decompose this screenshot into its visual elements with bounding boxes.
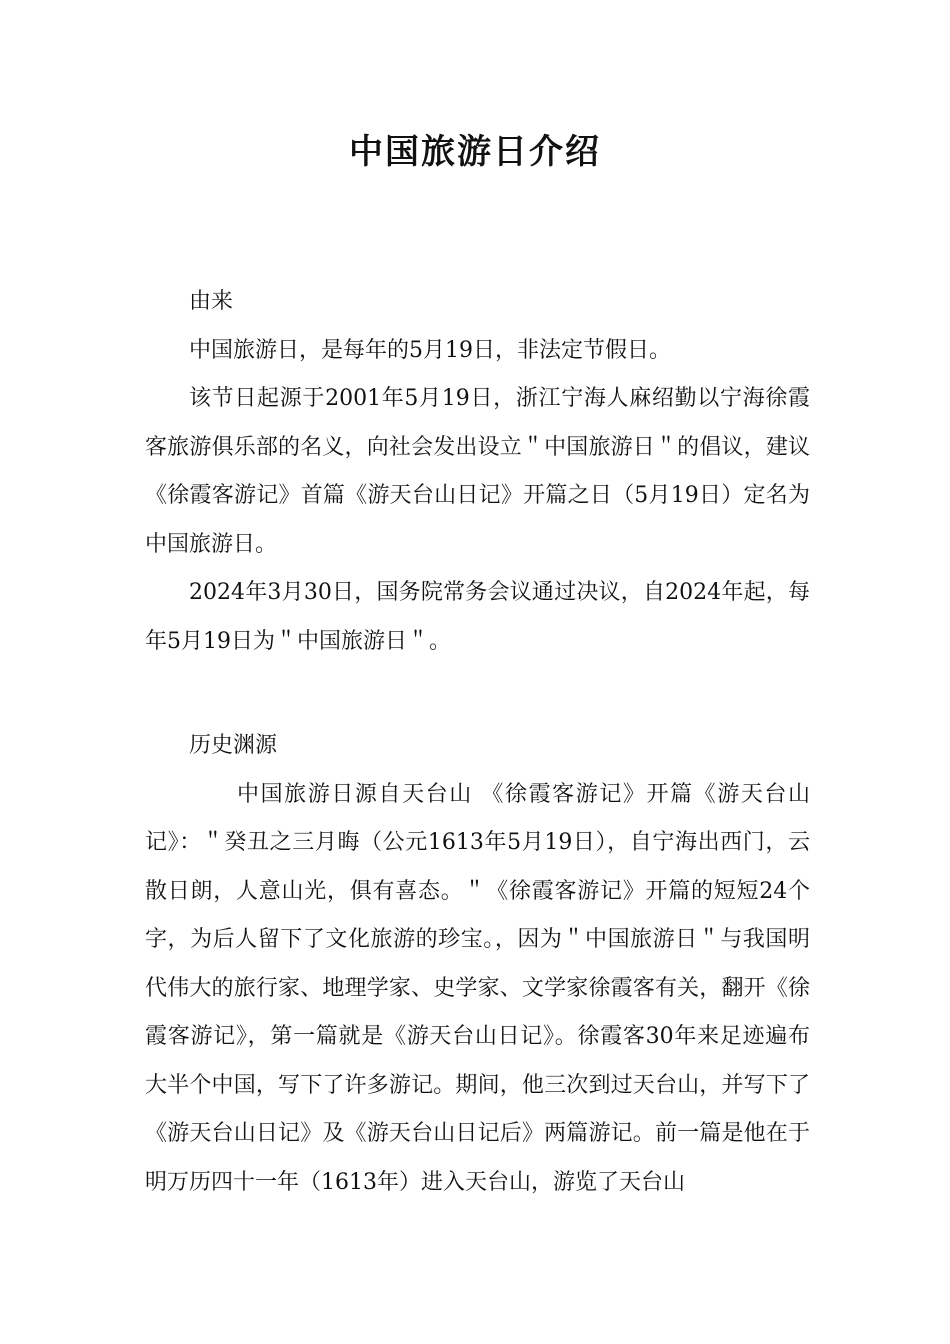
paragraph-origin-3: 2024年3月30日，国务院常务会议通过决议，自2024年起，每年5月19日为＂中国旅游日＂。	[145, 580, 810, 654]
paragraph-origin-2: 该节日起源于2001年5月19日，浙江宁海人麻绍勤以宁海徐霞客旅游俱乐部的名义，向社会发出设立＂中国旅游日＂的倡议，建议《徐霞客游记》首篇《游天台山日记》开篇之日（5月19日）定名为中国旅游日。	[145, 386, 810, 557]
section-origin	[145, 278, 810, 666]
section-heading-origin: 由来	[189, 289, 234, 314]
paragraph-history-1: 中国旅游日源自天台山 《徐霞客游记》开篇《游天台山记》：＂癸丑之三月晦（公元1613年5月19日），自宁海出西门，云散日朗，人意山光，俱有喜态。＂《徐霞客游记》开篇的短短24个字，为后人留下了文化旅游的珍宝。，因为＂中国旅游日＂与我国明代伟大的旅行家、地理学家、史学家、文学家徐霞客有关，翻开《徐霞客游记》，第一篇就是《游天台山日记》。徐霞客30年来足迹遍布大半个中国，写下了许多游记。期间，他三次到过天台山，并写下了《游天台山日记》及《游天台山日记后》两篇游记。前一篇是他在于明万历四十一年（1613年）进入天台山，游览了天台山	[145, 781, 810, 1195]
section-heading-history: 历史渊源	[189, 733, 278, 758]
document-title: 中国旅游日介绍	[349, 132, 601, 172]
paragraph-origin-1: 中国旅游日，是每年的5月19日，非法定节假日。	[189, 337, 671, 363]
section-history	[145, 722, 810, 1207]
